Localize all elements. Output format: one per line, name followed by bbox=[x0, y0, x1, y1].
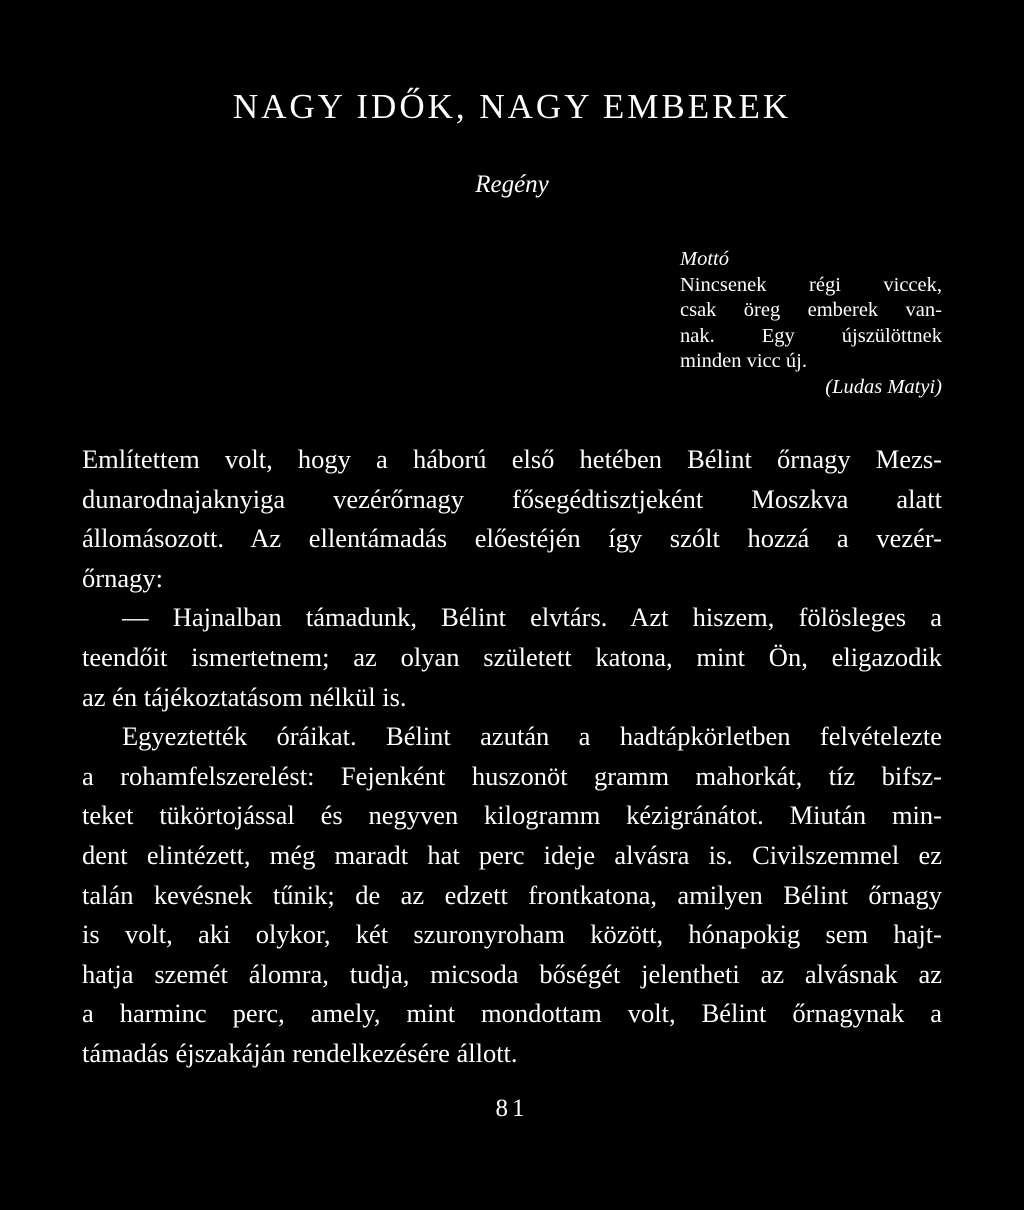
text-line: őrnagy: bbox=[82, 562, 163, 593]
text-line: dent elintézett, még maradt hat perc ideje alvásra is. Civilszemmel ez bbox=[82, 839, 942, 870]
body-text bbox=[82, 440, 942, 1074]
text-line: talán kevésnek tűnik; de az edzett frontkatona, amilyen Bélint őrnagy bbox=[82, 879, 942, 910]
text-line: hatja szemét álomra, tudja, micsoda bőségét jelentheti az alvásnak az bbox=[82, 958, 942, 989]
motto-line: Nincsenek régi viccek, bbox=[680, 273, 942, 296]
subtitle: Regény bbox=[475, 171, 549, 198]
text-line: állomásozott. Az ellentámadás előestéjén így szólt hozzá a vezér- bbox=[82, 523, 942, 554]
motto-source: (Ludas Matyi) bbox=[825, 375, 942, 398]
page-title: NAGY IDŐK, NAGY EMBEREK bbox=[232, 87, 792, 126]
text-line: teendőit ismertetnem; az olyan született katona, mint Ön, eligazodik bbox=[82, 641, 942, 672]
text-line: Egyeztették óráikat. Bélint azután a hadtápkörletben felvételezte bbox=[122, 721, 942, 752]
text-line: a rohamfelszerelést: Fejenként huszonöt gramm mahorkát, tíz bifsz- bbox=[82, 760, 942, 791]
page-number: 81 bbox=[495, 1095, 529, 1122]
motto-label: Mottó bbox=[680, 248, 729, 270]
motto-line: csak öreg emberek van- bbox=[680, 299, 942, 321]
motto-block bbox=[680, 247, 942, 400]
text-line: a harminc perc, amely, mint mondottam volt, Bélint őrnagynak a bbox=[82, 998, 942, 1029]
text-line: támadás éjszakáján rendelkezésére állott. bbox=[82, 1037, 518, 1068]
text-line: Említettem volt, hogy a háború első hetében Bélint őrnagy Mezs- bbox=[82, 444, 942, 474]
motto-line: nak. Egy újszülöttnek bbox=[680, 324, 942, 347]
motto-line: minden vicc új. bbox=[680, 350, 807, 372]
text-line: az én tájékoztatásom nélkül is. bbox=[82, 681, 407, 712]
text-line: dunarodnajaknyiga vezérőrnagy fősegédtisztjeként Moszkva alatt bbox=[82, 483, 942, 514]
text-line: teket tükörtojással és negyven kilogramm kézigránátot. Miután min- bbox=[82, 800, 942, 831]
text-line: is volt, aki olykor, két szuronyroham között, hónapokig sem hajt- bbox=[82, 919, 942, 950]
text-line: — Hajnalban támadunk, Bélint elvtárs. Azt hiszem, fölösleges a bbox=[122, 602, 942, 633]
